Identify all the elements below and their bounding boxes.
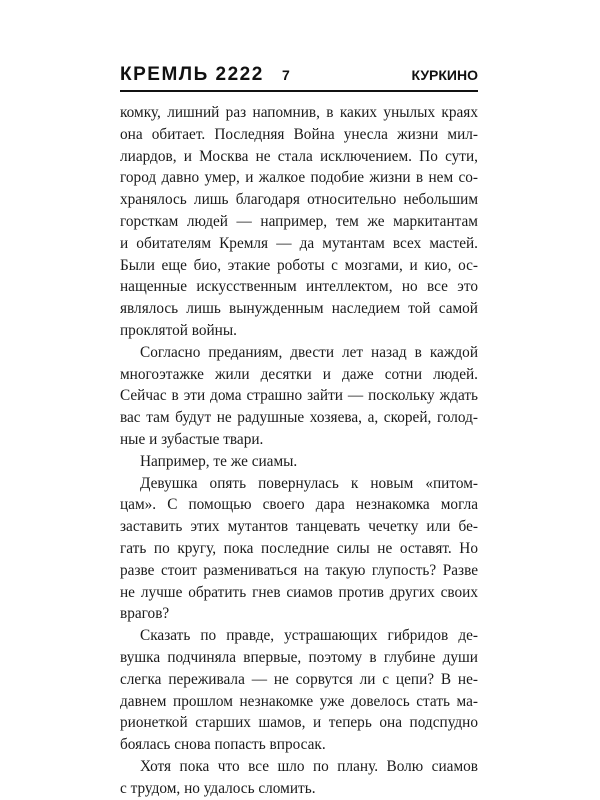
text-line: комку, лишний раз напомнив, в каких унылых краях (120, 104, 478, 121)
text-line: гать по кругу, пока последние силы не оставят. Но (120, 539, 478, 557)
text-line: многоэтажке жили десятки и даже сотни людей. (120, 365, 478, 383)
text-line: Хотя пока что все шло по плану. Волю сиамов (140, 757, 478, 775)
text-line: рионеткой старших шамов, и теперь она подспудно (120, 714, 478, 732)
text-line: давнем прошлом незнакомке уже довелось стать ма- (120, 692, 478, 710)
text-line: боялась снова попасть впросак. (120, 736, 326, 754)
text-line: хранялось лишь благодаря относительно небольшим (120, 191, 478, 209)
page-number: 7 (282, 67, 290, 83)
text-line: лиардов, и Москва не стала исключением. По сути, (120, 147, 478, 165)
text-line: Сказать по правде, устрашающих гибридов де- (140, 627, 478, 645)
text-line: врагов? (120, 605, 170, 623)
text-line: являлось лишь вынужденным наследием той самой (120, 300, 478, 318)
text-line: город давно умер, и жалкое подобие жизни в нем со- (120, 169, 478, 187)
text-line: с трудом, но удалось сломить. (120, 779, 316, 797)
text-line: слегка переживала — не сорвутся ли с цепи? В не- (120, 670, 478, 688)
text-line: ные и зубастые твари. (120, 430, 264, 448)
text-line: она обитает. Последняя Война унесла жизни мил- (120, 125, 478, 143)
text-line: нащенные искусственным интеллектом, но все это (120, 278, 478, 296)
text-line: разве стоит размениваться на такую глупость? Разве (120, 561, 478, 579)
text-line: вас там будут не радушные хозяева, а, скорей, голод- (120, 409, 478, 427)
text-line: Согласно преданиям, двести лет назад в каждой (140, 343, 478, 361)
text-line: Например, те же сиамы. (140, 452, 298, 470)
text-line: цам». С помощью своего дара незнакомка могла (120, 496, 478, 514)
text-line: вушка подчиняла впервые, поэтому в глубине души (120, 648, 478, 666)
text-line: Были еще био, этакие роботы с мозгами, и кио, ос- (120, 256, 478, 274)
text-line: Сейчас в эти дома страшно зайти — поскольку ждать (120, 387, 478, 405)
text-line: и обитателям Кремля — да мутантам всех мастей. (120, 234, 478, 252)
text-line: не лучше обратить гнев сиамов против других своих (120, 583, 478, 601)
text-line: горсткам людей — например, тем же маркитантам (120, 212, 478, 230)
series-title: КРЕМЛЬ 2222 (120, 64, 264, 85)
body-text (120, 102, 478, 800)
chapter-title: КУРКИНО (411, 67, 478, 83)
text-line: заставить этих мутантов танцевать чечетку или бе- (120, 518, 478, 536)
text-line: проклятой войны. (120, 321, 237, 339)
text-line: Девушка опять повернулась к новым «питом- (140, 474, 478, 492)
running-header (120, 64, 478, 86)
header-rule (120, 90, 478, 92)
